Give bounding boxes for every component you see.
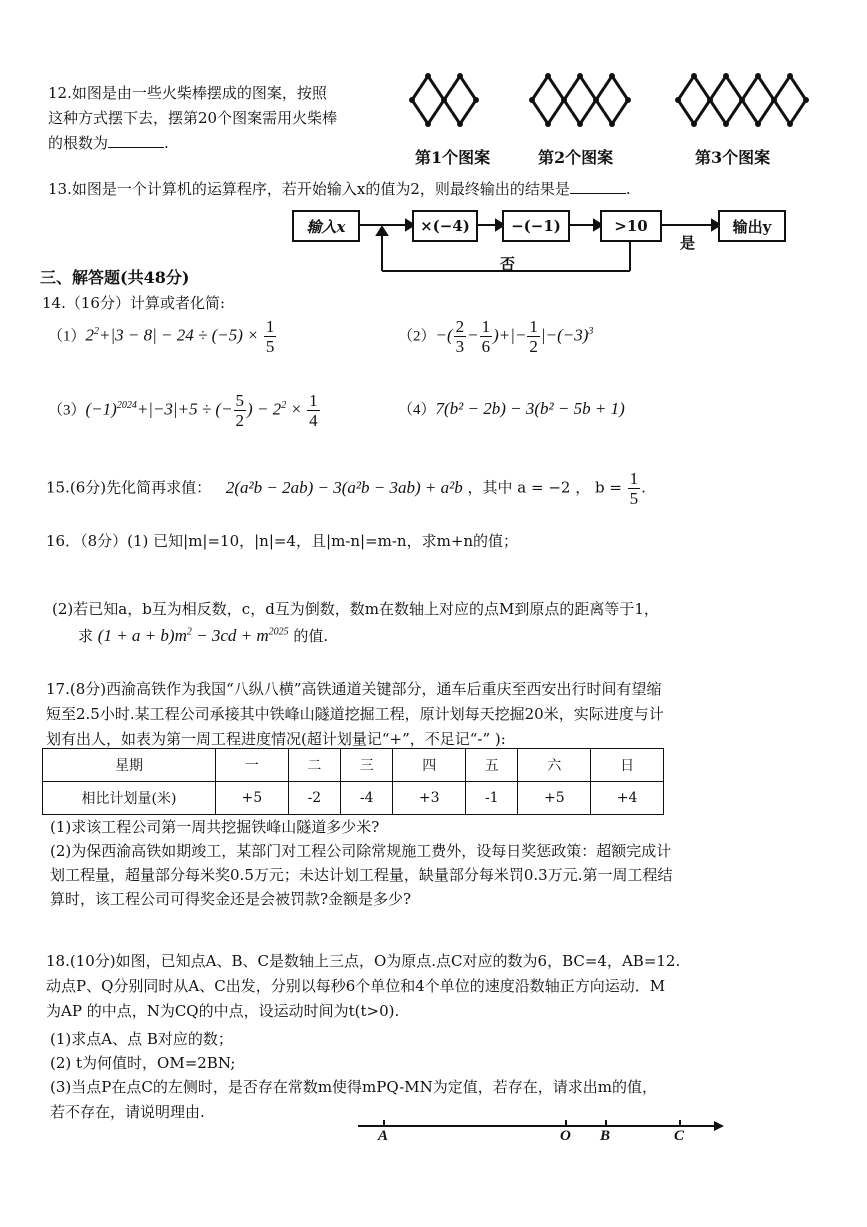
q18-line1: 18.(10分)如图，已知点A、B、C是数轴上三点，O为原点.点C对应的数为6，BC=4，AB=12.: [46, 952, 681, 970]
q14-part3: $(3)(-1)^{2024}+|-3|+5$ ÷ (− $\frac{5}{2}$ ) − $2^2$ × $\frac{1}{4}$: [48, 391, 318, 430]
flow-output-box: 输出y: [718, 210, 786, 242]
q17-line3: 划有出人，如表为第一周工程进度情况(超计划量记“+”，不足记“-” ):: [46, 730, 506, 748]
q16-part2-line2: 求 $(1 + a + b)m^2 - 3cd + m^{2025}$ 的值.: [78, 626, 329, 645]
q18-line2: 动点P、Q分别同时从A、C出发，分别以每秒6个单位和4个单位的速度沿数轴正方向运动．M: [46, 977, 666, 995]
table-cell: +3: [393, 782, 466, 815]
fig2-label: 第2个图案: [538, 148, 614, 167]
axis-label-O: O: [560, 1128, 571, 1144]
q16-part2-line1: (2)若已知a，b互为相反数，c，d互为倒数，数m在数轴上对应的点M到原点的距离等于1，: [52, 600, 659, 618]
q12-line1: 12.如图是由一些火柴棒摆成的图案，按照: [48, 84, 327, 102]
q14-p4-expr: 7(b² − 2b) − 3(b² − 5b + 1): [435, 399, 625, 418]
q12-line3-end: .: [164, 134, 169, 152]
flow-compare-box: >10: [600, 210, 662, 242]
table-header-row: [43, 749, 664, 782]
q13-end: .: [625, 180, 631, 198]
q14-p3-label: （3）: [48, 402, 86, 419]
table-cell: +4: [591, 782, 664, 815]
table-cell: 日: [591, 749, 664, 782]
table-cell: 二: [288, 749, 340, 782]
table-row: [43, 782, 664, 815]
q12-line2: 这种方式摆下去，摆第20个图案需用火柴棒: [48, 109, 338, 127]
fig3-label: 第3个图案: [695, 148, 771, 167]
table-cell: 一: [216, 749, 289, 782]
answer-blank[interactable]: [108, 147, 164, 148]
q18-sub3-line2: 若不存在，请说明理由.: [50, 1103, 205, 1121]
fig2-diamonds: [532, 76, 628, 124]
q14-part4: [398, 398, 625, 419]
table-cell: 相比计划量(米): [43, 782, 216, 815]
progress-table: [42, 748, 664, 815]
flow-subtract-box: −(−1): [502, 210, 570, 242]
table-cell: +5: [518, 782, 591, 815]
q14-title: 14.（16分）计算或者化简:: [42, 294, 225, 312]
table-cell: 三: [341, 749, 393, 782]
axis-label-B: B: [600, 1128, 611, 1144]
table-cell: 六: [518, 749, 591, 782]
matchstick-figures: [400, 68, 820, 138]
q13-text: [48, 178, 631, 199]
flow-input-box: 输入x: [292, 210, 360, 242]
q18-sub3-line1: (3)当点P在点C的左侧时，是否存在常数m使得mPQ-MN为定值，若存在，请求出m的值，: [50, 1078, 657, 1096]
axis-label-A: A: [378, 1128, 389, 1144]
q17-sub2-line3: 算时，该工程公司可得奖金还是会被罚款?金额是多少?: [50, 890, 412, 908]
q17-sub1: (1)求该工程公司第一周共挖掘铁峰山隧道多少米?: [50, 818, 380, 836]
section-title: 三、解答题(共48分): [40, 268, 190, 287]
table-cell: -2: [288, 782, 340, 815]
q18-line3: 为AP 的中点，N为CQ的中点，设运动时间为t(t>0).: [46, 1002, 400, 1020]
q12-line3-text: 的根数为: [48, 134, 109, 152]
q14-p1-label: （1）: [48, 328, 86, 345]
q16-part1: 16．（8分）(1) 已知|m|=10，|n|=4，且|m-n|=m-n，求m+n的值；: [46, 532, 519, 550]
q15-expr: 2(a²b − 2ab) − 3(a²b − 3ab) + a²b: [225, 477, 463, 497]
table-cell: +5: [216, 782, 289, 815]
fig1-label: 第1个图案: [415, 148, 491, 167]
q15-prefix: 15.(6分)先化简再求值：: [46, 478, 212, 497]
table-cell: 星期: [43, 749, 216, 782]
flow-no-label: 否: [500, 255, 516, 273]
q14-p4-label: （4）: [398, 402, 436, 418]
q14-part2: （2）−( $\frac{2}{3}$ − $\frac{1}{6}$ )+|− $\frac{1}{2}$ $|-(-3)^3$: [398, 317, 594, 356]
flow-yes-label: 是: [680, 234, 696, 252]
table-cell: 四: [393, 749, 466, 782]
q18-sub1: (1)求点A、点 B对应的数；: [50, 1030, 233, 1048]
axis-label-C: C: [674, 1128, 685, 1144]
q16-part2-prefix: 求: [78, 627, 94, 645]
q17-line1: 17.(8分)西渝高铁作为我国“八纵八横”高铁通道关键部分，通车后重庆至西安出行时间有望缩: [46, 680, 662, 698]
table-cell: -4: [341, 782, 393, 815]
q17-sub2-line2: 划工程量，超量部分每米奖0.5万元；未达计划工程量，缺量部分每米罚0.3万元.第一周工程结: [50, 866, 673, 884]
q15-cond: ，其中 a = −2 ， b =: [467, 478, 627, 497]
q12-line3: [48, 132, 169, 153]
q13-question: 13.如图是一个计算机的运算程序，若开始输入x的值为2，则最终输出的结果是: [48, 180, 570, 198]
q18-sub2: (2) t为何值时，OM=2BN;: [50, 1054, 236, 1072]
number-line: [350, 1112, 730, 1152]
q16-part2-suffix: 的值.: [293, 627, 329, 645]
answer-blank[interactable]: [570, 193, 626, 194]
table-cell: -1: [466, 782, 518, 815]
q15: 15.(6分)先化简再求值： 2(a²b − 2ab) − 3(a²b − 3ab) + a²b ，其中 a = −2 ， b = $\frac{1}{5}$ .: [46, 469, 646, 508]
q14-part1: $(1)2^2+|3 - 8| - 24 \div (-5)$ × $\frac{1}{5}$: [48, 317, 275, 356]
flow-multiply-box: ×(−4): [412, 210, 478, 242]
table-cell: 五: [466, 749, 518, 782]
q14-p2-label: （2）: [398, 328, 436, 345]
q17-line2: 短至2.5小时.某工程公司承接其中铁峰山隧道挖掘工程，原计划每天挖掘20米，实际进度与计: [46, 705, 664, 723]
q17-sub2-line1: (2)为保西渝高铁如期竣工，某部门对工程公司除常规施工费外，设每日奖惩政策：超额完成计: [50, 842, 672, 860]
